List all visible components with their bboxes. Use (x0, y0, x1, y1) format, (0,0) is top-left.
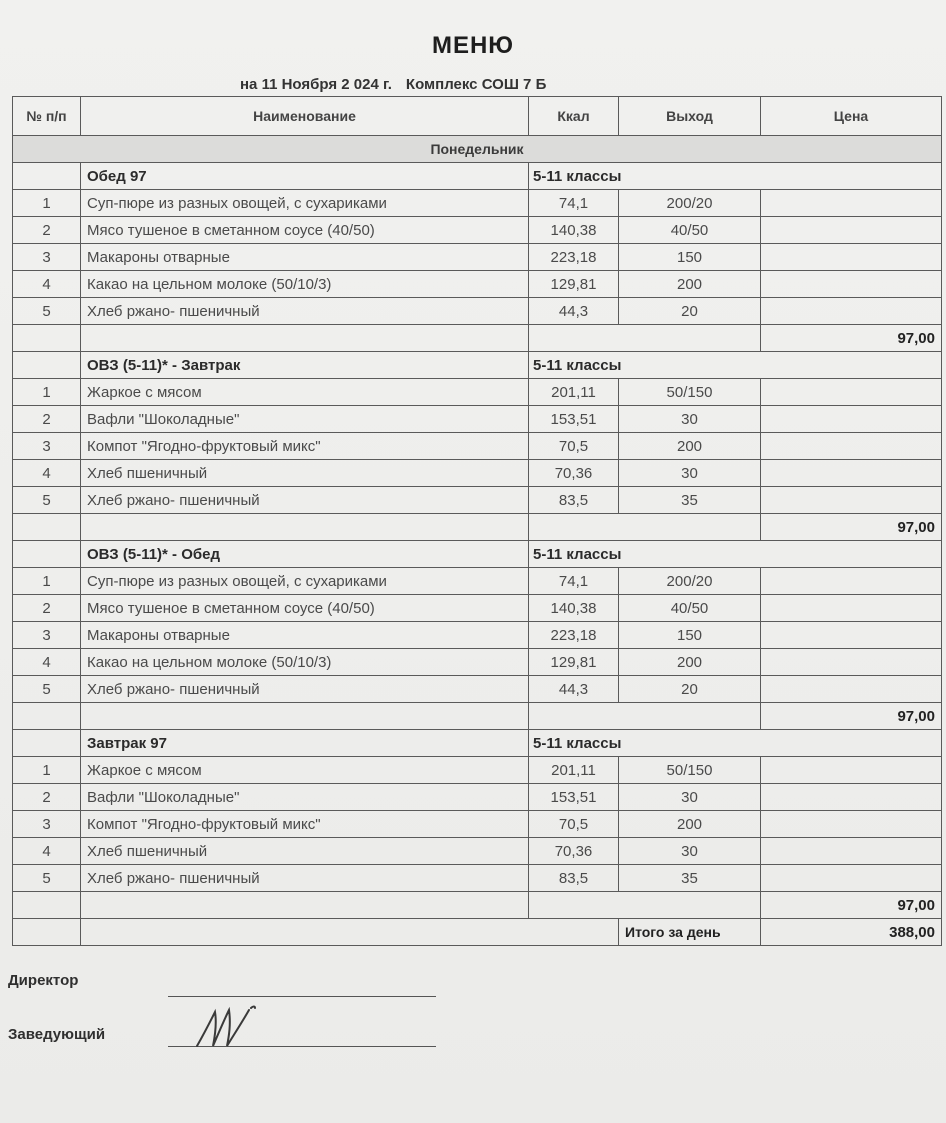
section-total-row (13, 892, 942, 919)
item-name: Какао на цельном молоке (50/10/3) (81, 271, 529, 298)
section-total: 97,00 (761, 892, 942, 919)
item-num: 5 (13, 487, 81, 514)
item-num: 1 (13, 379, 81, 406)
day-name: Понедельник (13, 136, 942, 163)
section-total: 97,00 (761, 703, 942, 730)
item-price (761, 865, 942, 892)
signature-block (8, 972, 468, 1062)
section-num-empty (13, 541, 81, 568)
item-name: Хлеб ржано- пшеничный (81, 487, 529, 514)
item-output: 40/50 (619, 595, 761, 622)
item-output: 150 (619, 244, 761, 271)
section-title: Обед 97 (81, 163, 529, 190)
item-name: Вафли "Шоколадные" (81, 784, 529, 811)
item-price (761, 568, 942, 595)
item-kcal: 140,38 (529, 217, 619, 244)
item-price (761, 217, 942, 244)
table-row (13, 811, 942, 838)
item-num: 3 (13, 433, 81, 460)
table-row (13, 649, 942, 676)
item-num: 4 (13, 271, 81, 298)
item-num: 5 (13, 865, 81, 892)
total-num-empty (13, 514, 81, 541)
item-kcal: 201,11 (529, 379, 619, 406)
grand-total-value: 388,00 (761, 919, 942, 946)
total-num-empty (13, 325, 81, 352)
menu-date: на 11 Ноября 2 024 г. (240, 76, 392, 93)
table-row (13, 676, 942, 703)
section-total-row (13, 514, 942, 541)
item-kcal: 74,1 (529, 190, 619, 217)
item-kcal: 70,5 (529, 811, 619, 838)
item-price (761, 406, 942, 433)
item-output: 50/150 (619, 379, 761, 406)
section-title: ОВЗ (5-11)* - Обед (81, 541, 529, 568)
column-header-num: № п/п (13, 97, 81, 136)
item-num: 4 (13, 649, 81, 676)
director-signature-line (168, 996, 436, 997)
section-classes: 5-11 классы (529, 352, 942, 379)
menu-table (12, 96, 942, 946)
item-num: 1 (13, 190, 81, 217)
grand-total-label: Итого за день (619, 919, 761, 946)
section-total-row (13, 703, 942, 730)
item-name: Макароны отварные (81, 244, 529, 271)
item-kcal: 153,51 (529, 784, 619, 811)
item-kcal: 44,3 (529, 676, 619, 703)
table-row (13, 460, 942, 487)
item-output: 150 (619, 622, 761, 649)
item-num: 3 (13, 244, 81, 271)
total-name-empty (81, 703, 529, 730)
day-row (13, 136, 942, 163)
item-kcal: 201,11 (529, 757, 619, 784)
handwritten-signature (193, 1002, 273, 1052)
total-spacer (529, 703, 761, 730)
table-row (13, 865, 942, 892)
item-kcal: 129,81 (529, 649, 619, 676)
page-title: МЕНЮ (431, 32, 515, 59)
item-kcal: 44,3 (529, 298, 619, 325)
item-output: 200/20 (619, 568, 761, 595)
item-name: Суп-пюре из разных овощей, с сухариками (81, 190, 529, 217)
item-num: 1 (13, 757, 81, 784)
item-price (761, 676, 942, 703)
column-header-kcal: Ккал (529, 97, 619, 136)
grand-total-row (13, 919, 942, 946)
item-price (761, 811, 942, 838)
item-price (761, 838, 942, 865)
item-output: 200 (619, 433, 761, 460)
item-num: 3 (13, 811, 81, 838)
item-price (761, 460, 942, 487)
section-header-row (13, 541, 942, 568)
item-name: Макароны отварные (81, 622, 529, 649)
item-price (761, 379, 942, 406)
total-spacer (529, 892, 761, 919)
table-row (13, 379, 942, 406)
item-name: Хлеб ржано- пшеничный (81, 298, 529, 325)
manager-label: Заведующий (8, 1026, 106, 1043)
item-name: Хлеб пшеничный (81, 838, 529, 865)
column-header-name: Наименование (81, 97, 529, 136)
item-num: 2 (13, 217, 81, 244)
table-row (13, 757, 942, 784)
item-kcal: 83,5 (529, 487, 619, 514)
menu-complex: Комплекс СОШ 7 Б (405, 76, 547, 93)
total-num-empty (13, 703, 81, 730)
table-header-row (13, 97, 942, 136)
section-total: 97,00 (761, 514, 942, 541)
grand-name-empty (81, 919, 619, 946)
item-kcal: 70,36 (529, 460, 619, 487)
table-row (13, 217, 942, 244)
item-num: 5 (13, 676, 81, 703)
section-num-empty (13, 163, 81, 190)
item-num: 4 (13, 838, 81, 865)
item-kcal: 70,5 (529, 433, 619, 460)
item-price (761, 244, 942, 271)
table-row (13, 433, 942, 460)
menu-subtitle (240, 76, 546, 93)
table-row (13, 838, 942, 865)
item-name: Хлеб ржано- пшеничный (81, 676, 529, 703)
item-price (761, 784, 942, 811)
item-output: 200 (619, 649, 761, 676)
item-output: 200 (619, 811, 761, 838)
table-row (13, 406, 942, 433)
section-header-row (13, 352, 942, 379)
table-row (13, 568, 942, 595)
item-name: Вафли "Шоколадные" (81, 406, 529, 433)
item-price (761, 298, 942, 325)
item-kcal: 223,18 (529, 244, 619, 271)
item-num: 2 (13, 595, 81, 622)
item-kcal: 140,38 (529, 595, 619, 622)
item-name: Жаркое с мясом (81, 379, 529, 406)
item-price (761, 649, 942, 676)
section-total: 97,00 (761, 325, 942, 352)
total-num-empty (13, 892, 81, 919)
item-output: 200/20 (619, 190, 761, 217)
item-output: 20 (619, 676, 761, 703)
section-title: ОВЗ (5-11)* - Завтрак (81, 352, 529, 379)
item-num: 5 (13, 298, 81, 325)
section-header-row (13, 730, 942, 757)
item-num: 4 (13, 460, 81, 487)
item-name: Суп-пюре из разных овощей, с сухариками (81, 568, 529, 595)
item-name: Хлеб пшеничный (81, 460, 529, 487)
item-price (761, 271, 942, 298)
item-kcal: 70,36 (529, 838, 619, 865)
item-output: 35 (619, 865, 761, 892)
section-num-empty (13, 352, 81, 379)
item-output: 35 (619, 487, 761, 514)
item-price (761, 190, 942, 217)
item-kcal: 129,81 (529, 271, 619, 298)
table-row (13, 244, 942, 271)
column-header-output: Выход (619, 97, 761, 136)
item-output: 30 (619, 838, 761, 865)
item-name: Мясо тушеное в сметанном соусе (40/50) (81, 595, 529, 622)
item-price (761, 622, 942, 649)
item-name: Жаркое с мясом (81, 757, 529, 784)
total-spacer (529, 514, 761, 541)
table-row (13, 622, 942, 649)
table-row (13, 595, 942, 622)
item-output: 20 (619, 298, 761, 325)
section-total-row (13, 325, 942, 352)
item-name: Компот "Ягодно-фруктовый микс" (81, 433, 529, 460)
item-kcal: 223,18 (529, 622, 619, 649)
item-output: 30 (619, 460, 761, 487)
item-kcal: 74,1 (529, 568, 619, 595)
section-title: Завтрак 97 (81, 730, 529, 757)
column-header-price: Цена (761, 97, 942, 136)
grand-num-empty (13, 919, 81, 946)
section-classes: 5-11 классы (529, 163, 942, 190)
item-num: 2 (13, 406, 81, 433)
item-output: 30 (619, 784, 761, 811)
item-price (761, 595, 942, 622)
director-label: Директор (8, 972, 79, 989)
item-num: 2 (13, 784, 81, 811)
section-header-row (13, 163, 942, 190)
item-name: Мясо тушеное в сметанном соусе (40/50) (81, 217, 529, 244)
item-output: 50/150 (619, 757, 761, 784)
item-price (761, 487, 942, 514)
table-row (13, 190, 942, 217)
item-output: 30 (619, 406, 761, 433)
item-kcal: 153,51 (529, 406, 619, 433)
item-output: 40/50 (619, 217, 761, 244)
table-row (13, 487, 942, 514)
table-row (13, 271, 942, 298)
table-row (13, 784, 942, 811)
item-kcal: 83,5 (529, 865, 619, 892)
section-num-empty (13, 730, 81, 757)
total-name-empty (81, 514, 529, 541)
item-output: 200 (619, 271, 761, 298)
item-num: 1 (13, 568, 81, 595)
total-name-empty (81, 892, 529, 919)
item-name: Хлеб ржано- пшеничный (81, 865, 529, 892)
item-price (761, 757, 942, 784)
item-name: Компот "Ягодно-фруктовый микс" (81, 811, 529, 838)
section-classes: 5-11 классы (529, 730, 942, 757)
item-name: Какао на цельном молоке (50/10/3) (81, 649, 529, 676)
table-row (13, 298, 942, 325)
total-name-empty (81, 325, 529, 352)
item-price (761, 433, 942, 460)
section-classes: 5-11 классы (529, 541, 942, 568)
total-spacer (529, 325, 761, 352)
item-num: 3 (13, 622, 81, 649)
